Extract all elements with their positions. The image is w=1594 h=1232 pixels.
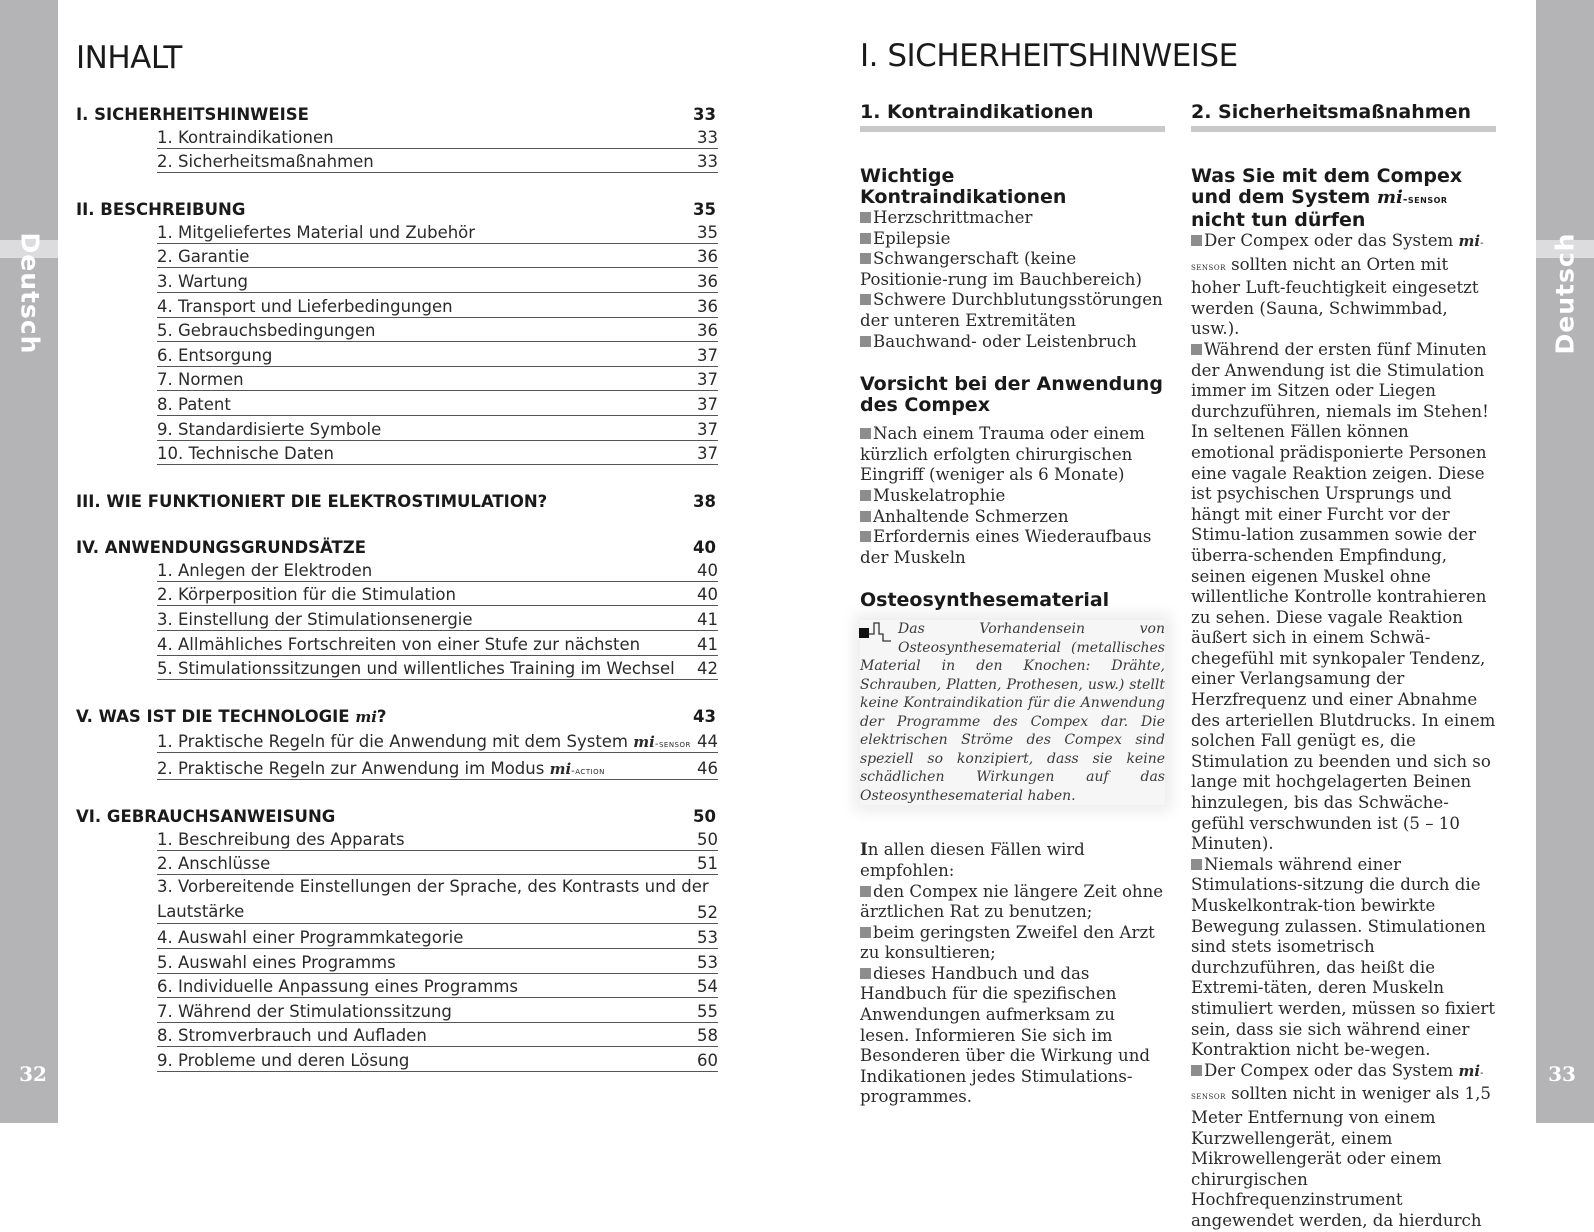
- toc-item[interactable]: [157, 753, 718, 780]
- osteosynthesis-note: [860, 620, 1165, 805]
- toc-section-label: I. SICHERHEITSHINWEISE: [76, 105, 309, 124]
- caution-heading: Vorsicht bei der Anwendung des Compex: [860, 373, 1163, 417]
- toc-item-page: 52: [697, 903, 718, 923]
- toc-item-label: 4. Allmähliches Fortschreiten von einer Stufe zur nächsten: [157, 634, 641, 654]
- toc-section-label: V. WAS IST DIE TECHNOLOGIE mi?: [76, 707, 387, 727]
- bullet-square-icon: [860, 968, 871, 979]
- osteosynthesis-note-text: Das Vorhandensein von Osteosynthesematerial (metallisches Material in den Knochen: Drähte, Schrauben, Platten, Prothesen, usw.) stellt keine Kontraindikation für die Anwendung der Programme des Compex dar. Die elektrischen Ströme des Compex sind speziell so konzipiert, dass sie keine schädlichen Wirkungen auf das Osteosynthesematerial haben.: [860, 621, 1165, 804]
- toc-item-page: 36: [697, 321, 718, 341]
- safety-paragraph: Der Compex oder das System mi-sensor sollten nicht an Orten mit hoher Luft-feuchtigkeit eingesetzt werden (Sauna, Schwimmbad, usw.).: [1191, 231, 1484, 339]
- toc-item-page: 58: [697, 1026, 718, 1046]
- toc-item-label-line2: Lautstärke: [157, 901, 245, 921]
- toc-section-page: 33: [693, 105, 716, 124]
- bullet-item: dieses Handbuch und das Handbuch für die spezifischen Anwendungen aufmerksam zu lesen. Informieren Sie sich im Besonderen über die Wirkung und Indikationen jedes Stimulations-programmes.: [860, 963, 1151, 1107]
- toc-item-label: 8. Stromverbrauch und Aufladen: [157, 1026, 427, 1046]
- left-page-number: 32: [19, 1062, 47, 1086]
- toc-item-label: 1. Mitgeliefertes Material und Zubehör: [157, 222, 476, 242]
- toc-item-label: 9. Probleme und deren Lösung: [157, 1051, 410, 1071]
- toc-item-label: 5. Gebrauchsbedingungen: [157, 321, 376, 341]
- toc-item[interactable]: [157, 924, 718, 949]
- right-language-tab: [1545, 228, 1585, 358]
- bullet-square-icon: [1191, 859, 1202, 870]
- toc-item-page: 55: [697, 1001, 718, 1021]
- toc-item-page: 40: [697, 560, 718, 580]
- right-language-label: Deutsch: [1550, 232, 1580, 354]
- toc-item-label: 10. Technische Daten: [157, 444, 334, 464]
- toc-item-page: 36: [697, 271, 718, 291]
- recommendation-list: [860, 882, 1165, 1109]
- toc-item-page: 37: [697, 394, 718, 414]
- toc-section-page: 43: [693, 707, 716, 727]
- toc-item-label: 3. Einstellung der Stimulationsenergie: [157, 609, 473, 629]
- safety-paragraph: Niemals während einer Stimulations-sitzung die durch die Muskelkontrak-tion bewirkte Bewegung zulassen. Stimulationen sind stets isometrisch durchzuführen, das heißt die Extremi-täten, deren Muskeln stimuliert werden, müssen so fixiert sein, dass sie sich während einer Kontraktion nicht be-wegen.: [1191, 854, 1496, 1060]
- bullet-square-icon: [860, 511, 871, 522]
- toc-item-page: 36: [697, 247, 718, 267]
- toc-item[interactable]: [157, 441, 718, 466]
- toc-item-label: 8. Patent: [157, 394, 231, 414]
- toc-item-page: 51: [697, 854, 718, 874]
- toc-item-label: 1. Kontraindikationen: [157, 127, 334, 147]
- toc-section-page: 35: [693, 200, 716, 220]
- toc-section-label: II. BESCHREIBUNG: [76, 200, 246, 220]
- toc-section-label: VI. GEBRAUCHSANWEISUNG: [76, 807, 336, 827]
- toc-item[interactable]: [157, 342, 718, 367]
- bullet-item: Schwere Durchblutungsstörungen der unteren Extremitäten: [860, 290, 1163, 330]
- right-page-number: 33: [1548, 1062, 1576, 1086]
- bullet-item: beim geringsten Zweifel den Arzt zu konsultieren;: [860, 922, 1155, 963]
- toc-item[interactable]: [157, 293, 718, 318]
- contraindications-list: [860, 208, 1165, 352]
- toc-item-page: 37: [697, 345, 718, 365]
- toc-item-label: 7. Normen: [157, 370, 244, 390]
- bullet-item: Muskelatrophie: [860, 486, 1165, 507]
- toc-item-page: 50: [697, 829, 718, 849]
- toc-item[interactable]: [157, 391, 718, 416]
- bullet-square-icon: [860, 233, 871, 244]
- toc-item[interactable]: [157, 726, 718, 753]
- bullet-item: Epilepsie: [860, 229, 1165, 250]
- safety-paragraph: Der Compex oder das System mi-sensor sollten nicht in weniger als 1,5 Meter Entfernung von einem Kurzwellengerät, einem Mikrowellengerät oder einem chirurgischen Hochfrequenzinstrument angewendet werden, da hierdurch: [1191, 1060, 1491, 1230]
- prohibited-actions-heading: Was Sie mit dem Compex und dem System mi-sensor nicht tun dürfen: [1191, 165, 1463, 231]
- toc-section-page: 38: [693, 492, 716, 512]
- toc-item[interactable]: [157, 656, 718, 681]
- toc-item-page: 37: [697, 419, 718, 439]
- toc-item[interactable]: [157, 557, 718, 582]
- toc-item[interactable]: [157, 998, 718, 1023]
- toc-item-page: 33: [697, 152, 718, 172]
- toc-item[interactable]: [157, 582, 718, 607]
- safety-paragraph: Während der ersten fünf Minuten der Anwendung ist die Stimulation immer im Sitzen oder Liegen durchzuführen, niemals im Stehen! In seltenen Fällen können emotional prädisponierte Personen eine vagale Reaktion zeigen. Diese ist psychischen Ursprungs und hängt mit einer Furcht vor der Stimu-lation zusammen sowie der überra-schenden Empfindung, seinen eigenen Muskel ohne willentliche Kontrolle kontrahieren zu sehen. Diese vagale Reaktion äußert sich in einem Schwä-chegefühl mit synkopaler Tendenz, einer Verlangsamung der Herzfrequenz und einer Abnahme des arteriellen Blutdrucks. In einem solchen Fall genügt es, die Stimulation zu beenden und sich so lange mit hochgelagerten Beinen hinzulegen, bis das Schwäche-gefühl verschwunden ist (5 – 10 Minuten).: [1191, 339, 1496, 854]
- toc-item[interactable]: [157, 1023, 718, 1048]
- toc-item[interactable]: [157, 826, 718, 851]
- toc-item[interactable]: [157, 219, 718, 244]
- bullet-square-icon: [860, 927, 871, 938]
- toc-section[interactable]: [76, 802, 718, 826]
- toc-item-label: 5. Stimulationssitzungen und willentliches Training im Wechsel: [157, 659, 675, 679]
- important-contraindications-heading: Wichtige Kontraindikationen: [860, 165, 1067, 208]
- warning-signal-icon: [857, 620, 895, 644]
- toc-item-page: 54: [697, 977, 718, 997]
- toc-item[interactable]: [157, 974, 718, 999]
- toc-section[interactable]: [76, 702, 718, 726]
- bullet-item: Bauchwand- oder Leistenbruch: [860, 332, 1165, 353]
- toc-item-page: 41: [697, 609, 718, 629]
- toc-item-page: 41: [697, 634, 718, 654]
- bullet-square-icon: [860, 886, 871, 897]
- toc-section[interactable]: [76, 533, 718, 557]
- toc-item-label: 2. Praktische Regeln zur Anwendung im Modus mi-action: [157, 759, 605, 779]
- toc-item-label: 6. Individuelle Anpassung eines Programms: [157, 977, 518, 997]
- toc-item-label-line1: 3. Vorbereitende Einstellungen der Sprache, des Kontrasts und der: [157, 877, 709, 897]
- left-language-label: Deutsch: [15, 232, 45, 354]
- bullet-square-icon: [860, 490, 871, 501]
- toc-item[interactable]: [157, 149, 718, 174]
- right-side-strip: [1536, 0, 1594, 1123]
- safety-measures-column: [1191, 100, 1496, 1232]
- toc-item-page: 53: [697, 952, 718, 972]
- toc-item-label: 1. Praktische Regeln für die Anwendung mit dem System mi-sensor: [157, 732, 691, 752]
- toc-item-label: 2. Anschlüsse: [157, 854, 271, 874]
- bullet-square-icon: [860, 294, 871, 305]
- toc-title: INHALT: [76, 40, 182, 76]
- toc-item-page: 53: [697, 928, 718, 948]
- toc-item[interactable]: [157, 631, 718, 656]
- toc-item-page: 33: [697, 127, 718, 147]
- osteosynthesis-heading: Osteosynthesematerial: [860, 589, 1110, 612]
- toc-section-label: III. WIE FUNKTIONIERT DIE ELEKTROSTIMULATION?: [76, 492, 548, 512]
- toc-item[interactable]: [157, 606, 718, 631]
- caution-list: [860, 424, 1165, 568]
- toc-section[interactable]: [76, 100, 718, 124]
- contraindications-column: [860, 100, 1165, 1108]
- toc-item-label: 9. Standardisierte Symbole: [157, 419, 382, 439]
- toc-item[interactable]: [157, 949, 718, 974]
- toc-item-label: 7. Während der Stimulationssitzung: [157, 1001, 452, 1021]
- safety-measures-heading: 2. Sicherheitsmaßnahmen: [1191, 100, 1496, 132]
- toc-item-label: 3. Wartung: [157, 271, 248, 291]
- recommendation-intro: In allen diesen Fällen wird empfohlen:: [860, 839, 1085, 880]
- toc-item[interactable]: [157, 367, 718, 392]
- toc-item-page: 37: [697, 370, 718, 390]
- toc-item-label: 1. Anlegen der Elektroden: [157, 560, 373, 580]
- toc-item-page: 60: [697, 1051, 718, 1071]
- toc-item-page: 40: [697, 585, 718, 605]
- bullet-square-icon: [860, 253, 871, 264]
- toc-section-page: 40: [693, 538, 716, 558]
- toc-item[interactable]: [157, 124, 718, 149]
- bullet-square-icon: [1191, 235, 1202, 246]
- toc-section-label: IV. ANWENDUNGSGRUNDSÄTZE: [76, 538, 366, 558]
- bullet-item: den Compex nie längere Zeit ohne ärztlichen Rat zu benutzen;: [860, 881, 1164, 922]
- toc-item-page: 36: [697, 296, 718, 316]
- bullet-square-icon: [860, 336, 871, 347]
- toc-item-label: 6. Entsorgung: [157, 345, 273, 365]
- toc-item-label: 4. Auswahl einer Programmkategorie: [157, 928, 464, 948]
- bullet-square-icon: [860, 428, 871, 439]
- bullet-square-icon: [860, 531, 871, 542]
- toc-item[interactable]: [157, 1047, 718, 1072]
- bullet-item: Schwangerschaft (keine Positionie-rung im Bauchbereich): [860, 249, 1142, 289]
- toc-item[interactable]: [157, 416, 718, 441]
- toc-item-label: 2. Garantie: [157, 247, 250, 267]
- bullet-item: Nach einem Trauma oder einem kürzlich erfolgten chirurgischen Eingriff (weniger als 6 Monate): [860, 424, 1145, 485]
- toc-section-page: 50: [693, 807, 716, 827]
- toc-item[interactable]: [157, 875, 718, 924]
- toc-item-label: 4. Transport und Lieferbedingungen: [157, 296, 453, 316]
- bullet-item: Herzschrittmacher: [860, 208, 1165, 229]
- bullet-square-icon: [1191, 1065, 1202, 1076]
- bullet-square-icon: [860, 212, 871, 223]
- bullet-square-icon: [1191, 344, 1202, 355]
- left-language-tab: [10, 228, 50, 358]
- toc-item[interactable]: [157, 851, 718, 876]
- toc-item[interactable]: [157, 318, 718, 343]
- toc-item-page: 42: [697, 659, 718, 679]
- table-of-contents: [76, 100, 718, 1072]
- bullet-item: Erfordernis eines Wiederaufbaus der Muskeln: [860, 527, 1152, 567]
- contraindications-heading: 1. Kontraindikationen: [860, 100, 1165, 132]
- toc-item-page: 44: [697, 732, 718, 752]
- toc-item-page: 35: [697, 222, 718, 242]
- section-title: I. SICHERHEITSHINWEISE: [860, 38, 1238, 74]
- toc-item-label: 2. Sicherheitsmaßnahmen: [157, 152, 374, 172]
- toc-item-label: 1. Beschreibung des Apparats: [157, 829, 405, 849]
- toc-item-label: 2. Körperposition für die Stimulation: [157, 585, 456, 605]
- toc-item-label: 5. Auswahl eines Programms: [157, 952, 396, 972]
- toc-item-page: 46: [697, 759, 718, 779]
- toc-item-page: 37: [697, 444, 718, 464]
- toc-item[interactable]: [157, 268, 718, 293]
- left-side-strip: [0, 0, 58, 1123]
- toc-section[interactable]: [76, 195, 718, 219]
- toc-section[interactable]: [76, 487, 718, 511]
- bullet-item: Anhaltende Schmerzen: [860, 507, 1165, 528]
- toc-item[interactable]: [157, 244, 718, 269]
